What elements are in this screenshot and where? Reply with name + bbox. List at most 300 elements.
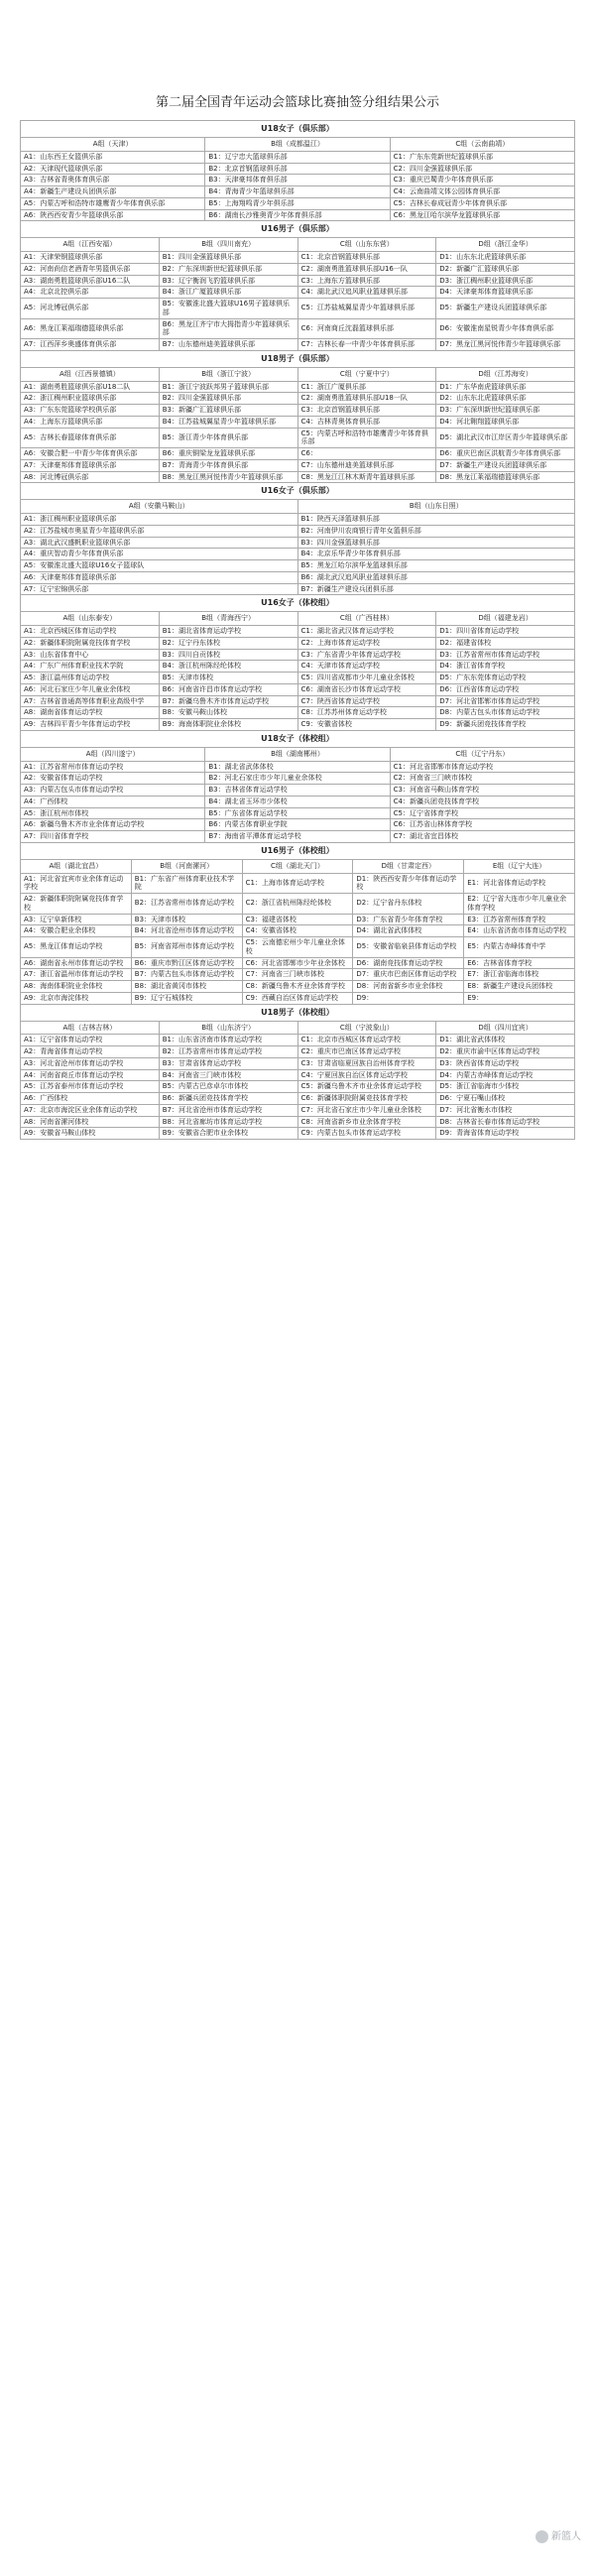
team-cell: D6：安徽淮南星锐青少年体育俱乐部 <box>436 318 575 339</box>
team-cell: D8：内蒙古包头市体育运动学校 <box>436 707 575 719</box>
team-cell: D8：河南省新乡市业余体校 <box>353 981 464 993</box>
team-cell: B3：吉林省体育运动学校 <box>205 785 390 797</box>
table-row <box>21 969 575 981</box>
table-row <box>21 1081 575 1093</box>
table-row <box>21 695 575 707</box>
group-table <box>20 120 575 221</box>
team-cell: A1：山东西王女篮俱乐部 <box>21 151 205 163</box>
table-row <box>21 773 575 785</box>
team-cell: C7：吉林长春一中青少年体育俱乐部 <box>298 339 436 351</box>
group-header-row <box>21 238 575 252</box>
team-cell: A5：安徽淮北盛大篮球U16女子篮球队 <box>21 560 298 572</box>
team-cell: D8：黑龙江莱福瑞德篮球俱乐部 <box>436 471 575 483</box>
team-cell: C5：江苏盐城翼星青少年篮球俱乐部 <box>298 299 436 319</box>
group-header: D组（江苏海安） <box>436 367 575 381</box>
group-header: A组（安徽马鞍山） <box>21 500 298 514</box>
table-row <box>21 831 575 843</box>
team-cell: B5：河南省郑州市体育运动学校 <box>131 937 242 958</box>
team-cell: A6：安徽合肥一中青少年体育俱乐部 <box>21 448 160 460</box>
team-cell: A7：天津豪邦体育篮球俱乐部 <box>21 459 160 471</box>
team-cell: E8：新疆生产建设兵团体校 <box>464 981 575 993</box>
team-cell: C5：四川省成都市少年儿童业余体校 <box>298 673 436 684</box>
document-title: 第二届全国青年运动会篮球比赛抽签分组结果公示 <box>155 95 439 110</box>
team-cell: D1：广东华南虎篮球俱乐部 <box>436 381 575 393</box>
team-cell: B2：河南伊川农商银行青年女篮俱乐部 <box>298 525 575 537</box>
team-cell: C5：新疆乌鲁木齐市业余体育运动学校 <box>298 1081 436 1093</box>
team-cell: C4：湖北武汉追风职业篮球俱乐部 <box>298 287 436 299</box>
table-row <box>21 275 575 287</box>
team-cell: C3：福建省体校 <box>242 914 353 925</box>
table-row <box>21 626 575 638</box>
team-cell: C4：云南曲靖文体公园体育俱乐部 <box>390 186 574 198</box>
table-row <box>21 1116 575 1128</box>
team-cell: B9：安徽省合肥市业余体校 <box>159 1128 298 1140</box>
section-title: U16女子（体校组） <box>21 595 575 612</box>
team-cell: D5：湖北武汉市江岸区青少年篮球俱乐部 <box>436 428 575 448</box>
team-cell: A4：广东广州体育职业技术学院 <box>21 661 160 673</box>
team-cell: B3：新疆广汇篮球俱乐部 <box>159 405 298 417</box>
team-cell: B2：广东深圳新世纪篮球俱乐部 <box>159 263 298 275</box>
team-cell: C6：河南商丘沈磊篮球俱乐部 <box>298 318 436 339</box>
table-row <box>21 163 575 175</box>
team-cell: A6：广西体校 <box>21 1093 160 1105</box>
team-cell: A8：湖南省体育运动学校 <box>21 707 160 719</box>
group-header: D组（浙江金华） <box>436 238 575 252</box>
group-table <box>20 1004 575 1141</box>
group-header: C组（广西桂林） <box>298 612 436 626</box>
team-cell: B6：重庆铜梁龙龙篮球俱乐部 <box>159 448 298 460</box>
team-cell: B3：天津豪邦体育俱乐部 <box>205 175 390 186</box>
group-header: A组（四川遂宁） <box>21 747 205 761</box>
table-row <box>21 252 575 264</box>
team-cell: B1：山东省济南市体育运动学校 <box>159 1035 298 1046</box>
table-row <box>21 381 575 393</box>
table-row <box>21 925 575 937</box>
team-cell: A1：辽宁省体育运动学校 <box>21 1035 160 1046</box>
group-header: B组（山东济宁） <box>159 1021 298 1035</box>
team-cell: A5：河北博冠俱乐部 <box>21 299 160 319</box>
team-cell: A6：河北石家庄少年儿童业余体校 <box>21 683 160 695</box>
team-cell: C6：湖南省长沙市体育运动学校 <box>298 683 436 695</box>
team-cell: D9：青海省体育运动学校 <box>436 1128 575 1140</box>
team-cell: B7：新疆生产建设兵团俱乐部 <box>298 583 575 595</box>
team-cell: C5：吉林长春成冠青少年体育俱乐部 <box>390 197 574 209</box>
table-row <box>21 807 575 819</box>
team-cell: B5：内蒙古巴彦卓尔市体校 <box>159 1081 298 1093</box>
group-table <box>20 220 575 351</box>
team-cell: D4：内蒙古赤峰体育运动学校 <box>436 1069 575 1081</box>
team-cell: D2：新疆广汇篮球俱乐部 <box>436 263 575 275</box>
table-row <box>21 914 575 925</box>
team-cell: C8：黑龙江江林木斯青年篮球俱乐部 <box>298 471 436 483</box>
team-cell: D7：河北省邯郸市体育运动学校 <box>436 695 575 707</box>
group-table <box>20 730 575 843</box>
team-cell: D2：辽宁省丹东体校 <box>353 894 464 915</box>
team-cell: C1：浙江广厦俱乐部 <box>298 381 436 393</box>
team-cell: B8：黑龙江黑河悦伟青少年篮球俱乐部 <box>159 471 298 483</box>
team-cell: A7：江西萍乡奥盛体育俱乐部 <box>21 339 160 351</box>
team-cell: D2：福建省体校 <box>436 637 575 649</box>
team-cell: C5：云南德宏州少年儿童业余体校 <box>242 937 353 958</box>
team-cell: D2：重庆市渝中区体育运动学校 <box>436 1046 575 1058</box>
team-cell: C7：河北省石家庄市少年儿童业余体校 <box>298 1104 436 1116</box>
team-cell: C1：北京首钢篮球俱乐部 <box>298 252 436 264</box>
team-cell: A4：北京北控俱乐部 <box>21 287 160 299</box>
table-row <box>21 673 575 684</box>
team-cell: E5：内蒙古赤峰体育中学 <box>464 937 575 958</box>
team-cell: B2：辽宁丹东体校 <box>159 637 298 649</box>
section-title: U18男子（俱乐部） <box>21 350 575 367</box>
team-cell: B5：广东省体育运动学校 <box>205 807 390 819</box>
team-cell: B7：青海青少年体育俱乐部 <box>159 459 298 471</box>
team-cell: D4：河北翱翔篮球俱乐部 <box>436 416 575 428</box>
watermark-text: 新篮人 <box>551 2531 581 2542</box>
team-cell: B3：甘肃省体育运动学校 <box>159 1057 298 1069</box>
team-cell: C3：河南省马鞍山体育学校 <box>390 785 574 797</box>
team-cell: A1：湖南勇胜篮球俱乐部U18二队 <box>21 381 160 393</box>
team-cell: C6： <box>298 448 436 460</box>
team-cell: D1：湖北省武体体校 <box>436 1035 575 1046</box>
table-row <box>21 1046 575 1058</box>
team-cell: C2：四川金强篮球俱乐部 <box>390 163 574 175</box>
group-header-row <box>21 367 575 381</box>
team-cell: B1：四川金强篮球俱乐部 <box>159 252 298 264</box>
team-cell: B1：广东省广州体育职业技术学院 <box>131 873 242 894</box>
team-cell: E1：河北省体育运动学校 <box>464 873 575 894</box>
team-cell: A2：青海省体育运动学校 <box>21 1046 160 1058</box>
team-cell: C9：内蒙古包头市体育运动学校 <box>298 1128 436 1140</box>
team-cell: B4：浙江广厦篮球俱乐部 <box>159 287 298 299</box>
table-row <box>21 471 575 483</box>
table-row <box>21 514 575 526</box>
team-cell: A2：河南尚信老酒青年男篮俱乐部 <box>21 263 160 275</box>
team-cell: B3：四川金强篮球俱乐部 <box>298 537 575 549</box>
team-cell: B2：江苏省常州市体育运动学校 <box>159 1046 298 1058</box>
team-cell: A7：北京市海淀区业余体育运动学校 <box>21 1104 160 1116</box>
team-cell: E7：浙江省临海市体校 <box>464 969 575 981</box>
team-cell: B5：安徽淮北盛大篮球U16男子篮球俱乐部 <box>159 299 298 319</box>
group-header: C组（宁夏中宁） <box>298 367 436 381</box>
group-table <box>20 350 575 484</box>
table-row <box>21 1057 575 1069</box>
table-row <box>21 416 575 428</box>
team-cell: B2：北京首钢篮球俱乐部 <box>205 163 390 175</box>
team-cell: C8：江苏苏州体育运动学校 <box>298 707 436 719</box>
team-cell: A7：四川省体育学校 <box>21 831 205 843</box>
team-cell: B9：海南体职院业余体校 <box>159 719 298 731</box>
group-header-row <box>21 1021 575 1035</box>
team-cell: D1：四川省体育运动学校 <box>436 626 575 638</box>
table-row <box>21 1069 575 1081</box>
table-row <box>21 1128 575 1140</box>
team-cell: A9：安徽省马鞍山体校 <box>21 1128 160 1140</box>
table-row <box>21 571 575 583</box>
team-cell: D1：陕西西安青少年体育运动学校 <box>353 873 464 894</box>
team-cell: B7：河北省沧州市体育运动学校 <box>159 1104 298 1116</box>
table-row <box>21 719 575 731</box>
table-row <box>21 937 575 958</box>
team-cell: A3：内蒙古包头市体育运动学校 <box>21 785 205 797</box>
team-cell: B6：河南省许昌市体育运动学校 <box>159 683 298 695</box>
team-cell: A9：吉林四平青少年体育运动学校 <box>21 719 160 731</box>
team-cell: A9：北京市海淀体校 <box>21 992 132 1004</box>
team-cell: C1：上海市体育运动学校 <box>242 873 353 894</box>
group-header: A组（山东泰安） <box>21 612 160 626</box>
section-title: U16男子（体校组） <box>21 842 575 859</box>
team-cell: B5：上海翔鸣青少年俱乐部 <box>205 197 390 209</box>
table-row <box>21 649 575 661</box>
table-row <box>21 428 575 448</box>
team-cell: C1：湖北省武汉体育运动学校 <box>298 626 436 638</box>
team-cell: C2：河南省三门峡市体校 <box>390 773 574 785</box>
team-cell: B2：四川金强篮球俱乐部 <box>159 393 298 405</box>
team-cell: B2：江苏省常州市体育运动学校 <box>131 894 242 915</box>
group-header: B组（浙江宁波） <box>159 367 298 381</box>
team-cell: C2：湖南勇胜篮球俱乐部U18一队 <box>298 393 436 405</box>
team-cell: C6：河北省邯郸市少年业余体校 <box>242 957 353 969</box>
table-row <box>21 583 575 595</box>
team-cell: A4：新疆生产建设兵团俱乐部 <box>21 186 205 198</box>
table-row <box>21 287 575 299</box>
team-cell: D7：新疆生产建设兵团篮球俱乐部 <box>436 459 575 471</box>
team-cell: A2：安徽省体育运动学校 <box>21 773 205 785</box>
team-cell: A5：江苏省泰州市体育运动学校 <box>21 1081 160 1093</box>
team-cell: A5：浙江温州体育运动学校 <box>21 673 160 684</box>
team-cell: A6：黑龙江莱福瑞德篮球俱乐部 <box>21 318 160 339</box>
team-cell: C7：湖北省宜昌体校 <box>390 831 574 843</box>
team-cell: A4：河南省商丘市体育运动学校 <box>21 1069 160 1081</box>
table-row <box>21 981 575 993</box>
group-header: A组（天津） <box>21 138 205 152</box>
group-header: D组（福建龙岩） <box>436 612 575 626</box>
team-cell: D4：湖北省武体体校 <box>353 925 464 937</box>
table-row <box>21 707 575 719</box>
team-cell: A3：辽宁阜新体校 <box>21 914 132 925</box>
team-cell: B7：海南省平潭体育运动学校 <box>205 831 390 843</box>
team-cell: D5：新疆生产建设兵团篮球俱乐部 <box>436 299 575 319</box>
table-row <box>21 209 575 221</box>
sections-container <box>20 120 575 1140</box>
team-cell: B8：河北省廊坊市体育运动学校 <box>159 1116 298 1128</box>
team-cell: D4：天津豪邦体育篮球俱乐部 <box>436 287 575 299</box>
team-cell: B5：天津市体校 <box>159 673 298 684</box>
team-cell: A7：辽宁宏锦俱乐部 <box>21 583 298 595</box>
team-cell: D7：黑龙江黑河悦伟青少年篮球俱乐部 <box>436 339 575 351</box>
group-header: A组（湖北宜昌） <box>21 859 132 873</box>
team-cell: A6：天津豪邦体育篮球俱乐部 <box>21 571 298 583</box>
table-row <box>21 761 575 773</box>
table-row <box>21 318 575 339</box>
group-header: C组（云南曲靖） <box>390 138 574 152</box>
team-cell: B7：山东德州迪美篮球俱乐部 <box>159 339 298 351</box>
group-header: B组（山东日照） <box>298 500 575 514</box>
team-cell: B1：湖北省体育运动学校 <box>159 626 298 638</box>
team-cell: B4：河南省三门峡市体校 <box>159 1069 298 1081</box>
team-cell: B2：河北石家庄市少年儿童业余体校 <box>205 773 390 785</box>
group-header: A组（江西安福） <box>21 238 160 252</box>
team-cell: C3：北京首钢篮球俱乐部 <box>298 405 436 417</box>
team-cell: E4：山东省济南市体育运动学校 <box>464 925 575 937</box>
team-cell: C2：上海市体育运动学校 <box>298 637 436 649</box>
team-cell: A4：广西体校 <box>21 796 205 807</box>
table-row <box>21 683 575 695</box>
team-cell: B4：江苏盐城翼星青少年篮球俱乐部 <box>159 416 298 428</box>
watermark <box>536 2527 581 2543</box>
team-cell: C7：陕西省体育运动学校 <box>298 695 436 707</box>
team-cell: A6：陕西西安青少年篮球俱乐部 <box>21 209 205 221</box>
team-cell: B8：湖北省黄冈市体校 <box>131 981 242 993</box>
table-row <box>21 405 575 417</box>
team-cell: E2：辽宁省大连市少年儿童业余体育学校 <box>464 894 575 915</box>
team-cell: A8：河南省漯河体校 <box>21 1116 160 1128</box>
table-row <box>21 197 575 209</box>
team-cell: C1：广东东莞新世纪篮球俱乐部 <box>390 151 574 163</box>
group-header: C组（湖北天门） <box>242 859 353 873</box>
group-header: B组（青海西宁） <box>159 612 298 626</box>
team-cell: B4：浙江杭州陈经纶体校 <box>159 661 298 673</box>
team-cell: B6：黑龙江齐宁市大拇指青少年篮球俱乐部 <box>159 318 298 339</box>
table-row <box>21 560 575 572</box>
team-cell: B1：陕西天泽篮球俱乐部 <box>298 514 575 526</box>
team-cell: C4：新疆兵团竞技体育学校 <box>390 796 574 807</box>
team-cell: B4：河北省沧州市体育运动学校 <box>131 925 242 937</box>
team-cell: D8：吉林省长春市体育运动学校 <box>436 1116 575 1128</box>
group-header-row <box>21 612 575 626</box>
team-cell: A2：江苏盐城市奥星青少年篮球俱乐部 <box>21 525 298 537</box>
table-row <box>21 175 575 186</box>
team-cell: C4：天津市体育运动学校 <box>298 661 436 673</box>
group-header-row <box>21 138 575 152</box>
team-cell: B4：北京乐华青少年体育俱乐部 <box>298 549 575 560</box>
group-header-row <box>21 500 575 514</box>
team-cell: B1：湖北省武体体校 <box>205 761 390 773</box>
team-cell: C8：新疆乌鲁木齐业余体育学校 <box>242 981 353 993</box>
team-cell: A1：天津荣钢篮球俱乐部 <box>21 252 160 264</box>
team-cell: A5：浙江杭州市体校 <box>21 807 205 819</box>
group-header: C组（宁波象山） <box>298 1021 436 1035</box>
team-cell: A3：湖南勇胜篮球俱乐部U16二队 <box>21 275 160 287</box>
team-cell: D7：河北省衡水市体校 <box>436 1104 575 1116</box>
group-header: A组（吉林吉林） <box>21 1021 160 1035</box>
team-cell: C9：西藏自治区体育运动学校 <box>242 992 353 1004</box>
group-header: B组（湖南郴州） <box>205 747 390 761</box>
team-cell: B9：辽宁石城体校 <box>131 992 242 1004</box>
table-row <box>21 549 575 560</box>
table-row <box>21 637 575 649</box>
team-cell: A3：湖北武汉盛帆职业篮球俱乐部 <box>21 537 298 549</box>
team-cell: D5：安徽省临泉县体育运动学校 <box>353 937 464 958</box>
team-cell: A6：新疆乌鲁木齐市业余体育运动学校 <box>21 819 205 831</box>
table-row <box>21 186 575 198</box>
table-row <box>21 661 575 673</box>
team-cell: C5：辽宁省体育学校 <box>390 807 574 819</box>
table-row <box>21 537 575 549</box>
team-cell: B7：内蒙古包头市体育运动学校 <box>131 969 242 981</box>
team-cell: C1：北京市西城区体育运动学校 <box>298 1035 436 1046</box>
team-cell: A7：浙江省温州市体育运动学校 <box>21 969 132 981</box>
team-cell: B4：湖北省玉环市少体校 <box>205 796 390 807</box>
team-cell: A6：湖南省永州市体育运动学校 <box>21 957 132 969</box>
team-cell: B5：黑龙江哈尔滨华龙篮球俱乐部 <box>298 560 575 572</box>
team-cell: B7：新疆乌鲁木齐市体育运动学校 <box>159 695 298 707</box>
group-header: B组（四川南充） <box>159 238 298 252</box>
team-cell: D1：山东东北虎篮球俱乐部 <box>436 252 575 264</box>
group-header: B组（河南漯河） <box>131 859 242 873</box>
table-row <box>21 1104 575 1116</box>
team-cell: A3：山东省体育中心 <box>21 649 160 661</box>
team-cell: B6：内蒙古体育职业学院 <box>205 819 390 831</box>
team-cell: B3：天津市体校 <box>131 914 242 925</box>
team-cell: A1：江苏省常州市体育运动学校 <box>21 761 205 773</box>
group-header: C组（山东东营） <box>298 238 436 252</box>
table-row <box>21 339 575 351</box>
team-cell: A2：浙江稠州职业篮球俱乐部 <box>21 393 160 405</box>
team-cell: D6：重庆巴南区洪航青少年体育俱乐部 <box>436 448 575 460</box>
table-row <box>21 796 575 807</box>
document <box>20 0 575 1140</box>
section-title: U16男子（俱乐部） <box>21 221 575 238</box>
table-row <box>21 299 575 319</box>
team-cell: B3：四川自贡体校 <box>159 649 298 661</box>
team-cell: A3：广东东莞篮球学校俱乐部 <box>21 405 160 417</box>
team-cell: D3：浙江稠州职业篮球俱乐部 <box>436 275 575 287</box>
team-cell: A2：新疆体职院附属竞技体育学校 <box>21 894 132 915</box>
team-cell: B4：青海青少年篮球俱乐部 <box>205 186 390 198</box>
team-cell: C8：河南省新乡市业余体育学校 <box>298 1116 436 1128</box>
team-cell: C2：湖南勇胜篮球俱乐部U16一队 <box>298 263 436 275</box>
table-row <box>21 1093 575 1105</box>
team-cell: A4：重庆智动青少年体育俱乐部 <box>21 549 298 560</box>
team-cell: D3：广东深圳新世纪篮球俱乐部 <box>436 405 575 417</box>
group-header: A组（江西景德镇） <box>21 367 160 381</box>
team-cell: C7：河南省三门峡市体校 <box>242 969 353 981</box>
group-header: E组（辽宁大连） <box>464 859 575 873</box>
group-header: D组（四川宜宾） <box>436 1021 575 1035</box>
team-cell: A4：上海东方篮球俱乐部 <box>21 416 160 428</box>
group-header: C组（辽宁丹东） <box>390 747 574 761</box>
group-table <box>20 594 575 731</box>
section-title: U16女子（俱乐部） <box>21 483 575 500</box>
team-cell: C9：安徽省体校 <box>298 719 436 731</box>
team-cell: D6：宁夏石嘴山体校 <box>436 1093 575 1105</box>
group-header-row <box>21 859 575 873</box>
team-cell: D7：重庆市巴南区体育运动学校 <box>353 969 464 981</box>
team-cell: B3：辽宁衡润飞豹篮球俱乐部 <box>159 275 298 287</box>
team-cell: B1：浙江宁波跃邦男子篮球俱乐部 <box>159 381 298 393</box>
team-cell: C2：浙江省杭州陈经纶体校 <box>242 894 353 915</box>
team-cell: E3：江苏省常州体育学校 <box>464 914 575 925</box>
team-cell: D4：浙江省体育学校 <box>436 661 575 673</box>
team-cell: A5：黑龙江体育运动学校 <box>21 937 132 958</box>
team-cell: E6：吉林省体育学校 <box>464 957 575 969</box>
group-header-row <box>21 747 575 761</box>
team-cell: B1：辽宁忠大篮球俱乐部 <box>205 151 390 163</box>
team-cell: A1：浙江稠州职业篮球俱乐部 <box>21 514 298 526</box>
table-row <box>21 992 575 1004</box>
section-title: U18男子（体校组） <box>21 1004 575 1021</box>
team-cell: E9： <box>464 992 575 1004</box>
team-cell: C7：山东德州迪美篮球俱乐部 <box>298 459 436 471</box>
table-row <box>21 151 575 163</box>
team-cell: D3：陕西省体育运动学校 <box>436 1057 575 1069</box>
group-header: D组（甘肃定西） <box>353 859 464 873</box>
team-cell: A5：吉林长春篮球体育俱乐部 <box>21 428 160 448</box>
team-cell: A7：吉林省普通高等体育职业高级中学 <box>21 695 160 707</box>
team-cell: C3：重庆巴蜀青少年体育俱乐部 <box>390 175 574 186</box>
team-cell: C6：新疆体职院附属竞技体育学校 <box>298 1093 436 1105</box>
table-row <box>21 393 575 405</box>
group-header: B组（成都温江） <box>205 138 390 152</box>
